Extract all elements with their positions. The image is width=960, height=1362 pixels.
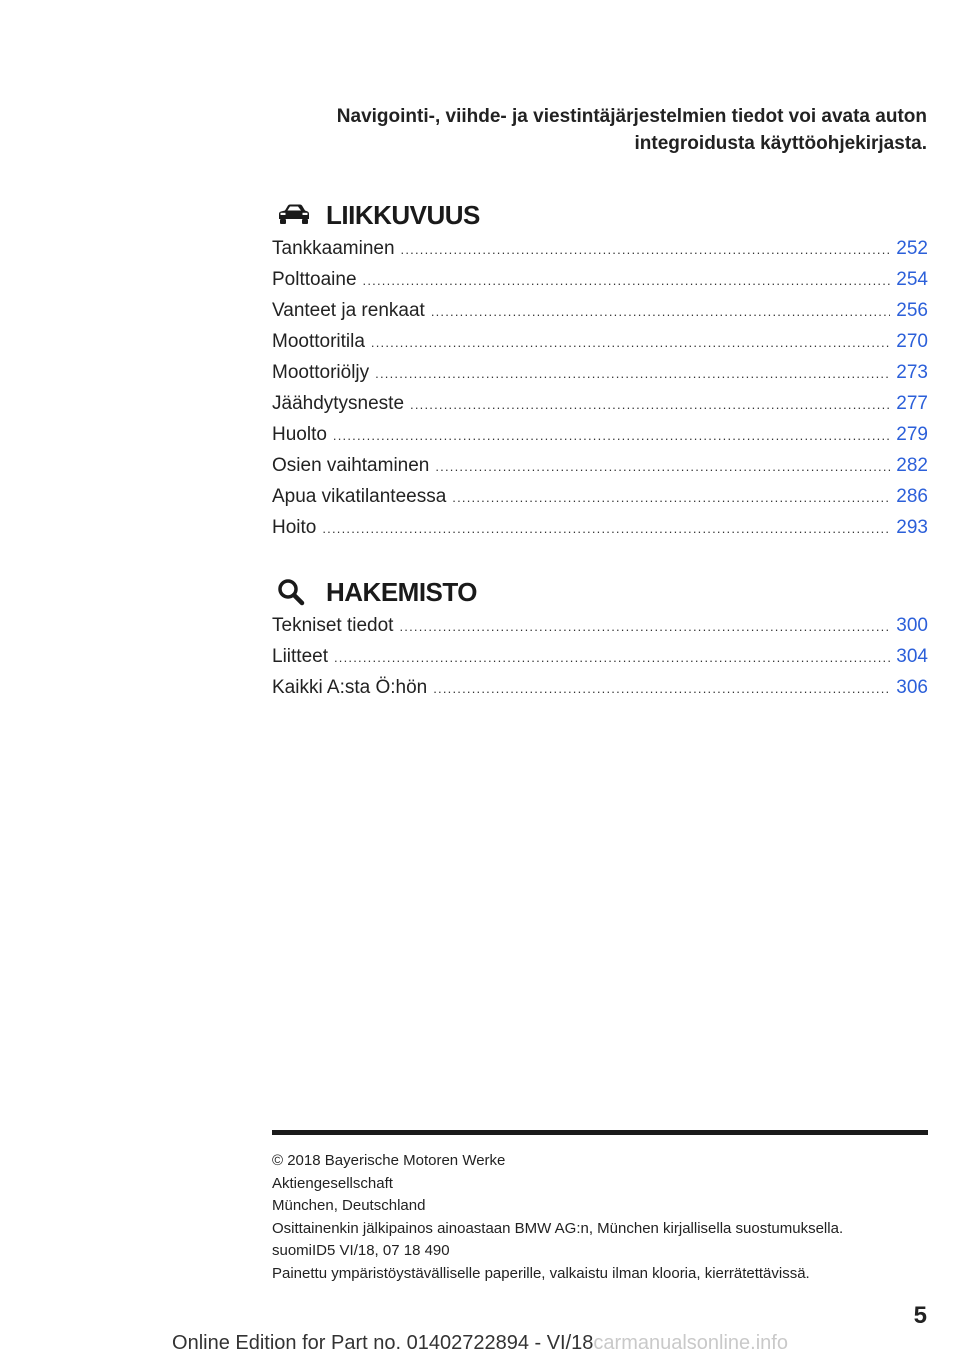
dot-leader [375, 366, 890, 381]
toc-label: Kaikki A:sta Ö:hön [272, 677, 428, 698]
toc-label: Jäähdytysneste [272, 393, 405, 414]
footer-edition: Online Edition for Part no. 01402722894 - VI/18 [172, 1332, 594, 1354]
toc-label: Osien vaihtaminen [272, 455, 430, 476]
dot-leader [322, 521, 890, 536]
page-number: 5 [913, 1302, 927, 1329]
dot-leader [433, 681, 890, 696]
dot-leader [363, 273, 891, 288]
toc-label: Moottoritila [272, 331, 365, 352]
section-heading [272, 575, 928, 609]
dot-leader [334, 650, 890, 665]
toc-label: Moottoriöljy [272, 362, 370, 383]
toc-entry-hoito[interactable] [272, 517, 928, 548]
toc-list [272, 238, 928, 548]
section-hakemisto [272, 575, 928, 708]
toc-entry-polttoaine[interactable] [272, 269, 928, 300]
car-icon [276, 200, 316, 230]
toc-entry-vanteet-ja-renkaat[interactable] [272, 300, 928, 331]
toc-page-link[interactable]: 306 [896, 677, 928, 698]
dot-leader [401, 242, 891, 257]
toc-entry-moottorioljy[interactable] [272, 362, 928, 393]
toc-entry-liitteet[interactable] [272, 646, 928, 677]
toc-page-link[interactable]: 293 [896, 517, 928, 538]
toc-page-link[interactable]: 286 [896, 486, 928, 507]
toc-page-link[interactable]: 277 [896, 393, 928, 414]
toc-page-link[interactable]: 270 [896, 331, 928, 352]
footer [0, 1332, 960, 1355]
imprint-reprint-notice: Osittainenkin jälkipainos ainoastaan BMW AG:n, München kirjallisella suostumuksella. [272, 1219, 844, 1237]
dot-leader [371, 335, 890, 350]
imprint [272, 1150, 928, 1285]
dot-leader [431, 304, 890, 319]
section-liikkuvuus [272, 198, 928, 548]
toc-entry-tankkaaminen[interactable] [272, 238, 928, 269]
intro-note [247, 103, 927, 157]
dot-leader [452, 490, 890, 505]
section-heading [272, 198, 928, 232]
toc-label: Polttoaine [272, 269, 357, 290]
imprint-divider [272, 1130, 928, 1135]
toc-list [272, 615, 928, 708]
toc-page-link[interactable]: 300 [896, 615, 928, 636]
imprint-edition-code: suomiID5 VI/18, 07 18 490 [272, 1242, 450, 1259]
toc-label: Liitteet [272, 646, 328, 667]
dot-leader [435, 459, 890, 474]
intro-line-1: Navigointi-, viihde- ja viestintäjärjestelmien tiedot voi avata auton [336, 106, 927, 127]
section-title: HAKEMISTO [326, 576, 478, 607]
dot-leader [410, 397, 890, 412]
toc-label: Vanteet ja renkaat [272, 300, 425, 321]
dot-leader [399, 619, 890, 634]
toc-page-link[interactable]: 254 [896, 269, 928, 290]
toc-entry-tekniset-tiedot[interactable] [272, 615, 928, 646]
toc-label: Huolto [272, 424, 327, 445]
toc-page-link[interactable]: 279 [896, 424, 928, 445]
imprint-company: Aktiengesellschaft [272, 1174, 393, 1192]
toc-label: Tekniset tiedot [272, 615, 394, 636]
toc-entry-moottoritila[interactable] [272, 331, 928, 362]
toc-entry-kaikki-a-o[interactable] [272, 677, 928, 708]
section-title: LIIKKUVUUS [326, 199, 480, 230]
imprint-paper-notice: Painettu ympäristöystävälliselle paperille, valkaistu ilman klooria, kierrätettävissä. [272, 1264, 810, 1282]
toc-page-link[interactable]: 256 [896, 300, 928, 321]
toc-entry-jaahdytysneste[interactable] [272, 393, 928, 424]
toc-label: Apua vikatilanteessa [272, 486, 447, 507]
toc-page-link[interactable]: 304 [896, 646, 928, 667]
footer-watermark: carmanualsonline.info [593, 1332, 788, 1354]
imprint-copyright: © 2018 Bayerische Motoren Werke [272, 1152, 506, 1169]
toc-entry-osien-vaihtaminen[interactable] [272, 455, 928, 486]
toc-page-link[interactable]: 252 [896, 238, 928, 259]
toc-label: Hoito [272, 517, 317, 538]
toc-label: Tankkaaminen [272, 238, 395, 259]
toc-page-link[interactable]: 282 [896, 455, 928, 476]
intro-line-2: integroidusta käyttöohjekirjasta. [634, 133, 927, 154]
toc-entry-huolto[interactable] [272, 424, 928, 455]
dot-leader [333, 428, 890, 443]
imprint-location: München, Deutschland [272, 1197, 426, 1214]
search-icon [276, 577, 316, 607]
toc-entry-apua-vikatilanteessa[interactable] [272, 486, 928, 517]
toc-page-link[interactable]: 273 [896, 362, 928, 383]
